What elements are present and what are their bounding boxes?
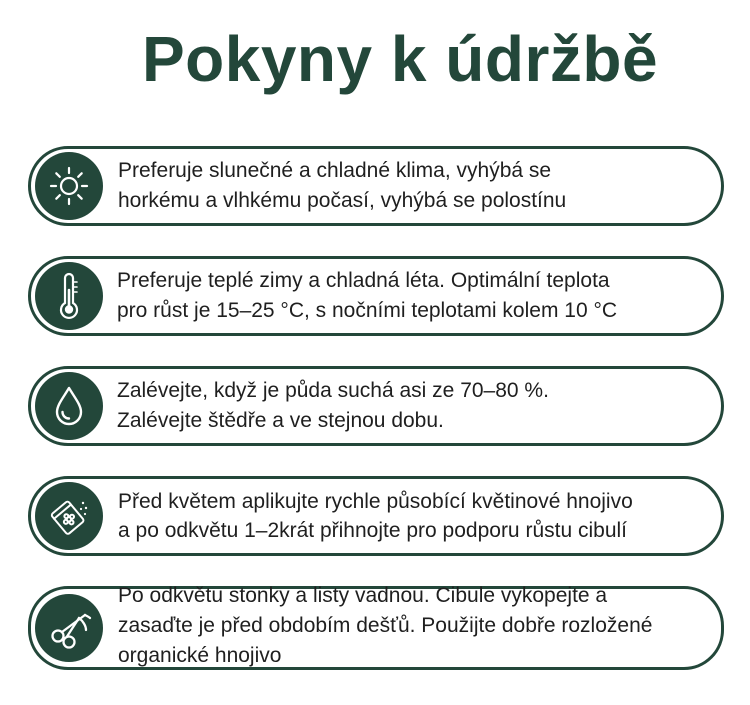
care-text-line: Preferuje teplé zimy a chladná léta. Optimální teplota — [117, 269, 610, 292]
care-text-line: Před květem aplikujte rychle působící květinové hnojivo — [118, 490, 633, 513]
care-text-line: a po odkvětu 1–2krát přihnojte pro podporu růstu cibulí — [118, 519, 627, 542]
care-text-line: Zalévejte, když je půda suchá asi ze 70–80 %. — [117, 379, 549, 402]
care-text-fertilizing — [118, 479, 703, 553]
care-card-watering — [28, 366, 724, 446]
page-title: Pokyny k údržbě — [141, 23, 659, 95]
care-text-line: Preferuje slunečné a chladné klima, vyhýbá se — [118, 159, 552, 182]
thermometer-icon — [35, 262, 103, 330]
care-text-after-bloom — [118, 585, 703, 667]
care-card-sunlight — [28, 146, 724, 226]
care-text-temperature — [117, 259, 703, 333]
care-card-fertilizing — [28, 476, 724, 556]
care-text-sunlight — [118, 149, 703, 223]
care-text-line: organické hnojivo — [118, 644, 282, 667]
care-text-line: horkému a vlhkému počasí, vyhýbá se polostínu — [118, 189, 567, 212]
scissors-icon — [35, 594, 103, 662]
care-text-line: Zalévejte štědře a ve stejnou dobu. — [117, 409, 444, 432]
water-drop-icon — [35, 372, 103, 440]
care-text-line: zasaďte je před obdobím dešťů. Použijte dobře rozložené — [118, 614, 653, 637]
care-text-line: Po odkvětu stonky a listy vadnou. Cibule vykopejte a — [118, 584, 608, 607]
care-card-temperature — [28, 256, 724, 336]
sun-icon — [35, 152, 103, 220]
care-text-line: pro růst je 15–25 °C, s nočními teplotami kolem 10 °C — [117, 299, 618, 322]
care-text-watering — [117, 369, 703, 443]
fertilizer-bag-icon — [35, 482, 103, 550]
care-card-after-bloom — [28, 586, 724, 670]
